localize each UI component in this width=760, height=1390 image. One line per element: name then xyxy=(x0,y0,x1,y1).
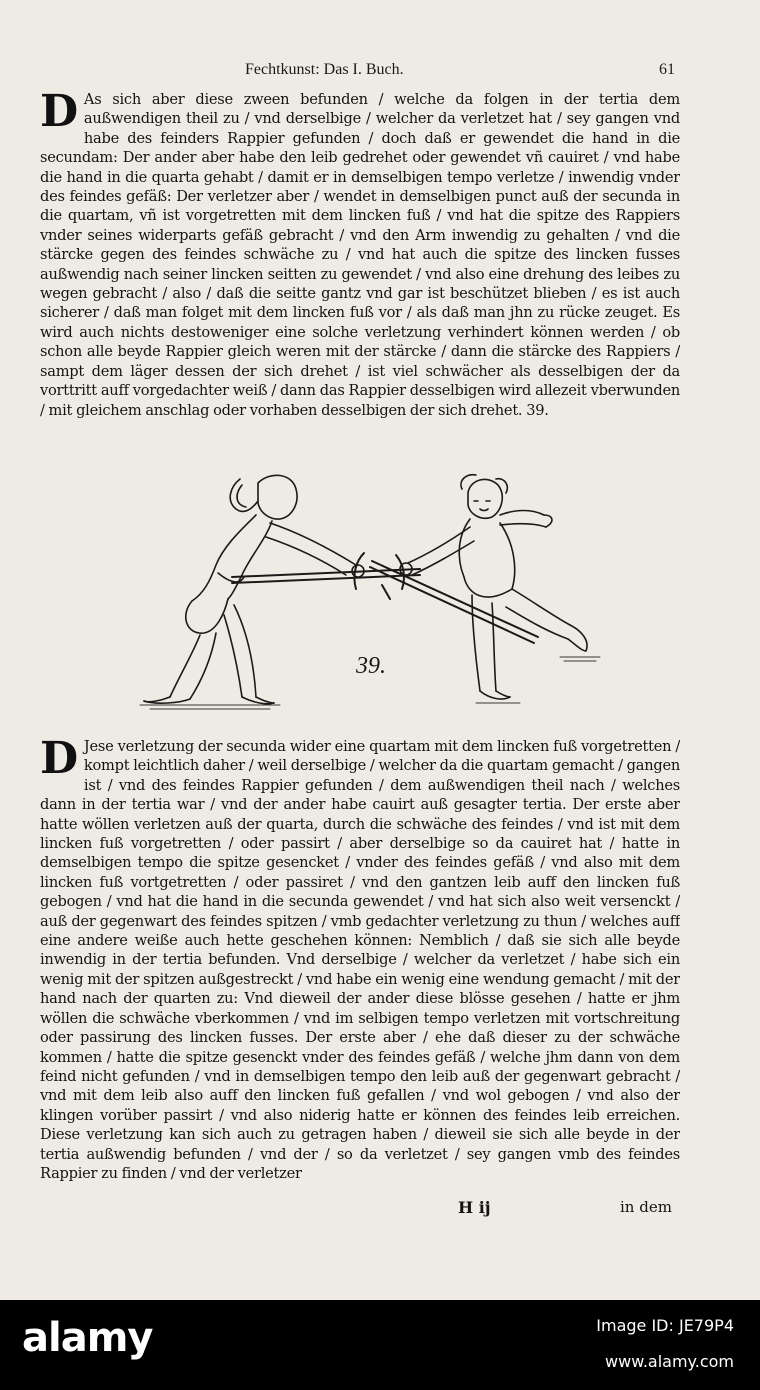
paragraph-2 xyxy=(40,737,680,1219)
running-title: Fechtkunst: Das I. Buch. xyxy=(245,61,404,78)
fencing-illustration xyxy=(120,465,620,725)
paragraph-1-text: As sich aber diese zween befunden / welche da folgen in der tertia dem außwendigen theil zu / vnd derselbige / welcher da verletzet hat / sey gangen vnd habe des feinders Rappier gefunden / doch daß er gewendet die hand in die secundam: Der ander aber habe den leib gedrehet oder gewendet vñ cauiret / vnd habe die hand in die quarta gehabt / damit er in demselbigen tempo verletze / inwendig vnder des feindes gefäß: Der verletzer aber / wendet in demselbigen punct auß der secunda in die quartam, vñ ist vorgetretten mit dem lincken fuß / vnd hat die spitze des Rappiers vnder seines widerparts gefäß gebracht / vnd den Arm inwendig zu gehalten / vnd die stärcke gegen des feindes schwäche zu / vnd hat auch die spitze des lincken fusses außwendig nach seiner lincken seitten zu gewendet / vnd also eine drehung des leibes zu wegen gebracht / also / daß die seitte gantz vnd gar ist beschützet blieben / es ist auch sicherer / daß man folget mit dem lincken fuß vor / als daß man jhn zu rücke zeuget. Es wird auch nichts destoweniger eine solche verletzung verhindert können werden / ob schon alle beyde Rappier gleich weren mit der stärcke / dann die stärcke des Rappiers / sampt dem läger dessen der sich drehet / ist viel schwächer als desselbigen der da vorttritt auff vorgedachter weiß / dann das Rappier desselbigen wird allezeit vberwunden / mit gleichem anschlag oder vorhaben desselbigen der sich drehet. 39. xyxy=(40,91,680,419)
site-url: www.alamy.com xyxy=(605,1352,734,1371)
signature-mark: H ij xyxy=(458,1198,491,1217)
left-fencer-figure xyxy=(144,475,364,703)
swords xyxy=(232,553,538,643)
alamy-logo: alamy xyxy=(22,1315,153,1361)
drop-capital: D xyxy=(40,737,78,784)
running-head xyxy=(0,61,760,83)
page-number: 61 xyxy=(659,61,675,78)
paragraph-1 xyxy=(40,90,680,462)
image-id: Image ID: JE79P4 xyxy=(596,1316,734,1335)
paragraph-2-text: Jese verletzung der secunda wider eine quartam mit dem lincken fuß vorgetretten / kompt leichtlich daher / weil derselbige / welcher da die quartam gemacht / gangen ist / vnd des feindes Rappier gefunden / dem außwendigen theil nach / welches dann in der tertia war / vnd der ander habe cauirt auß gesagter tertia. Der erste aber hatte wöllen verletzen auß der quarta, durch die schwäche des feindes / vnd ist mit dem lincken fuß vorgetretten / oder passirt / aber derselbige so da cauiret hat / hatte in demselbigen tempo die spitze gesencket / vnder des feindes gefäß / vnd also mit dem lincken fuß vortgetretten / oder passiret / vnd den gantzen leib auff den lincken fuß gebogen / vnd hat die hand in die secunda gewendet / vnd hat sich also weit versenckt / auß der gegenwart des feindes spitzen / vmb gedachter verletzung zu thun / welches auff eine andere weiße auch hette geschehen können: Nemblich / daß sie sich alle beyde inwendig in der tertia befunden. Vnd derselbige / welcher da verletzet / habe sich ein wenig mit der spitzen außgestreckt / vnd habe ein wenig eine wendung gemacht / mit der hand nach der quarten zu: Vnd dieweil der ander diese blösse gesehen / hatte er jhm wöllen die schwäche vberkommen / vnd im selbigen tempo verletzen mit vortschreitung oder passirung des lincken fusses. Der erste aber / ehe daß dieser zu der schwäche kommen / hatte die spitze gesenckt vnder des feindes gefäß / welche jhm dann von dem feind nicht gefunden / vnd in demselbigen tempo den leib auß der gegenwart gebracht / vnd mit dem leib also auff den lincken fuß gefallen / vnd wol gebogen / vnd also der klingen vorüber passirt / vnd also niderig hatte er können des feindes leib erreichen. Diese verletzung kan sich auch zu getragen haben / dieweil sie sich alle beyde in der tertia außwendig befunden / vnd der / so da verletzet / sey gangen vmb des feindes Rappier zu finden / vnd der verletzer xyxy=(40,738,680,1182)
figure-number: 39. xyxy=(356,653,386,679)
drop-capital: D xyxy=(40,90,78,137)
fencers-woodcut xyxy=(120,465,620,725)
catchword: in dem xyxy=(620,1198,672,1216)
stock-footer-bar xyxy=(0,1300,760,1390)
